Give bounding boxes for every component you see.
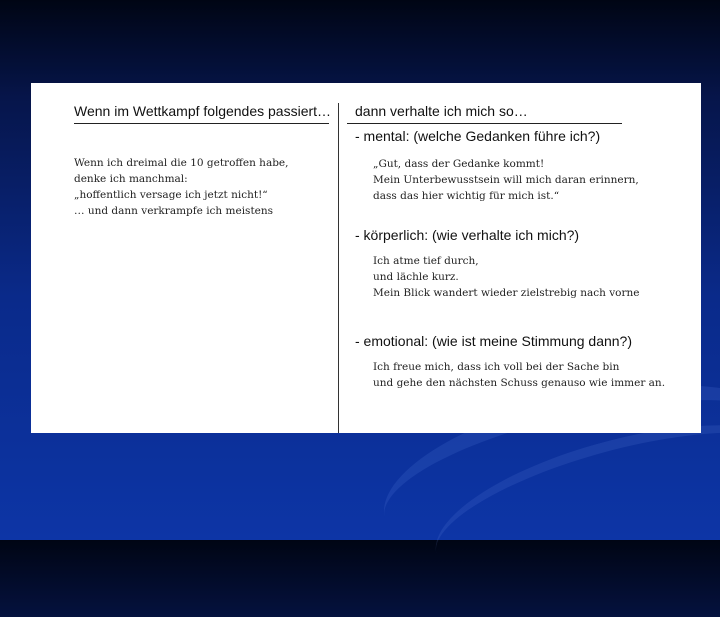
response-line: Ich freue mich, dass ich voll bei der Sache bin (373, 361, 620, 373)
situation-line: Wenn ich dreimal die 10 getroffen habe, (74, 157, 289, 169)
right-heading-underline (347, 123, 622, 124)
emotional-response-text (373, 359, 665, 391)
section-title-emotional: - emotional: (wie ist meine Stimmung dann?) (355, 333, 633, 349)
response-line: Mein Blick wandert wieder zielstrebig nach vorne (373, 287, 640, 299)
response-line: und gehe den nächsten Schuss genauso wie immer an. (373, 377, 666, 389)
section-title-physical: - körperlich: (wie verhalte ich mich?) (355, 227, 580, 243)
situation-text (74, 155, 288, 219)
response-line: Ich atme tief durch, (373, 255, 479, 267)
mental-response-text (373, 156, 639, 204)
left-column-heading: Wenn im Wettkampf folgendes passiert… (74, 103, 332, 119)
response-line: und lächle kurz. (373, 271, 459, 283)
situation-line: „hoffentlich versage ich jetzt nicht!“ (74, 189, 268, 201)
right-column-heading: dann verhalte ich mich so… (355, 103, 528, 119)
left-heading-underline (74, 123, 329, 124)
worksheet-panel (31, 83, 701, 433)
physical-response-text (373, 253, 640, 301)
situation-line: … und dann verkrampfe ich meistens (74, 205, 274, 217)
column-divider (338, 103, 339, 433)
section-title-mental: - mental: (welche Gedanken führe ich?) (355, 128, 601, 144)
response-line: dass das hier wichtig für mich ist.“ (373, 190, 560, 202)
response-line: Mein Unterbewusstsein will mich daran erinnern, (373, 174, 639, 186)
situation-line: denke ich manchmal: (74, 173, 188, 185)
response-line: „Gut, dass der Gedanke kommt! (373, 158, 545, 170)
